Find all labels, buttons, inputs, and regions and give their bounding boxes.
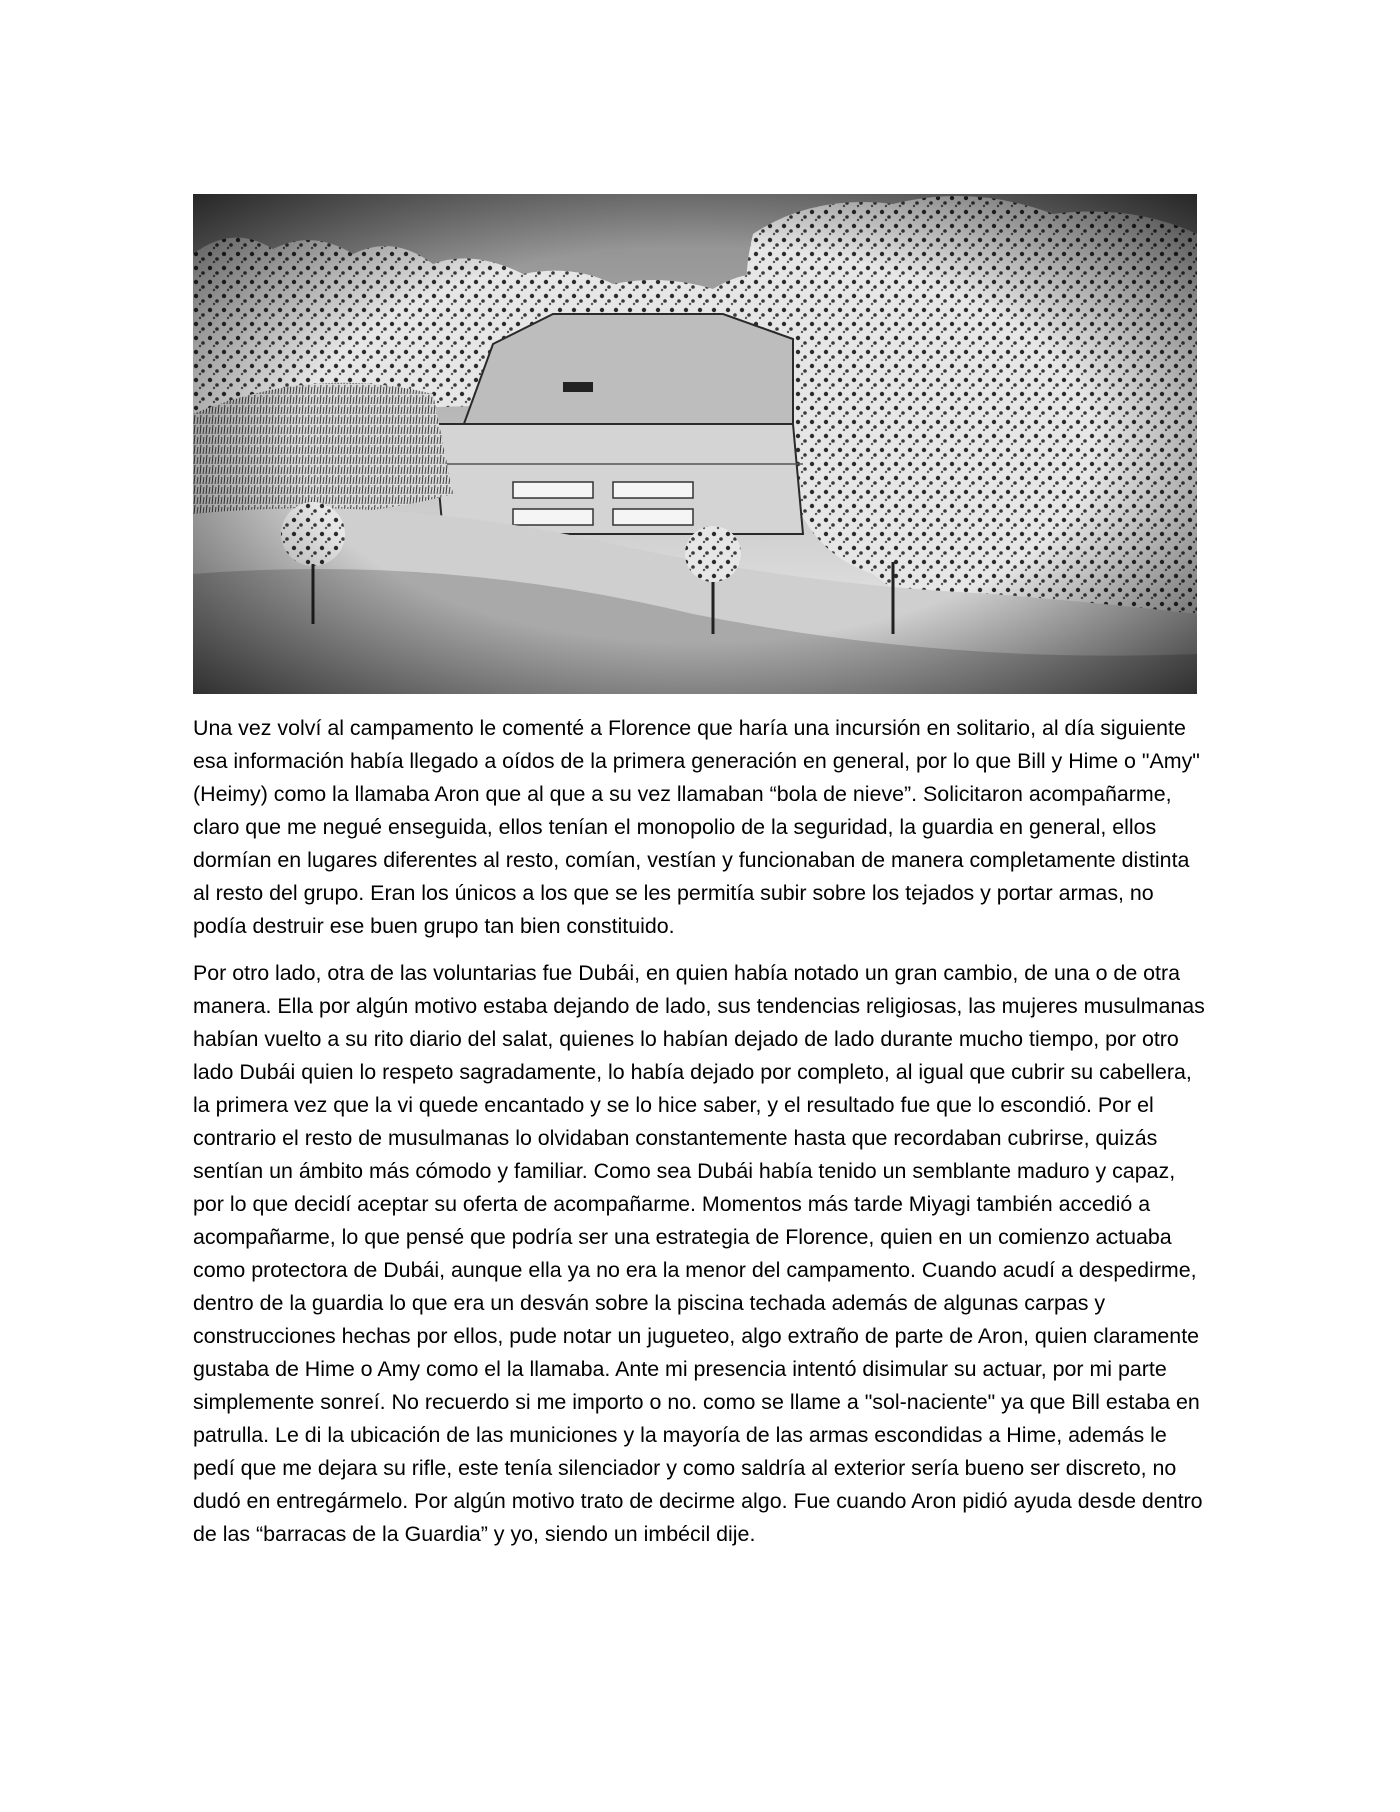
paragraph: Una vez volví al campamento le comenté a Florence que haría una incursión en solitario, al día siguiente esa información había llegado a oídos de la primera generación en general, por lo que Bill y Hime o "Amy" (Heimy) como la llamaba Aron que al que a su vez llamaban “bola de nieve”. Solicitaron acompañarme, claro que me negué enseguida, ellos tenían el monopolio de la seguridad, la guardia en general, ellos dormían en lugares diferentes al resto, comían, vestían y funcionaban de manera completamente distinta al resto del grupo. Eran los únicos a los que se les permitía subir sobre los tejados y portar armas, no podía destruir ese buen grupo tan bien constituido. [193, 716, 1200, 938]
paragraph: Por otro lado, otra de las voluntarias fue Dubái, en quien había notado un gran cambio, de una o de otra manera. Ella por algún motivo estaba dejando de lado, sus tendencias religiosas, las mujeres musulmanas habían vuelto a su rito diario del salat, quienes lo habían dejado de lado durante mucho tiempo, por otro lado Dubái quien lo respeto sagradamente, lo había dejado por completo, al igual que cubrir su cabellera, la primera vez que la vi quede encantado y se lo hice saber, y el resultado fue que lo escondió. Por el contrario el resto de musulmanas lo olvidaban constantemente hasta que recordaban cubrirse, quizás sentían un ámbito más cómodo y familiar. Como sea Dubái había tenido un semblante maduro y capaz, por lo que decidí aceptar su oferta de acompañarme. Momentos más tarde Miyagi también accedió a acompañarme, lo que pensé que podría ser una estrategia de Florence, quien en un comienzo actuaba como protectora de Dubái, aunque ella ya no era la menor del campamento. Cuando acudí a despedirme, dentro de la guardia lo que era un desván sobre la piscina techada además de algunas carpas y construcciones hechas por ellos, pude notar un jugueteo, algo extraño de parte de Aron, quien claramente gustaba de Hime o Amy como el la llamaba. Ante mi presencia intentó disimular su actuar, por mi parte simplemente sonreí. No recuerdo si me importo o no. como se llame a "sol-naciente" ya que Bill estaba en patrulla. Le di la ubicación de las municiones y la mayoría de las armas escondidas a Hime, además le pedí que me dejara su rifle, este tenía silenciador y como saldría al exterior sería bueno ser discreto, no dudó en entregármelo. Por algún motivo trato de decirme algo. Fue cuando Aron pidió ayuda desde dentro de las “barracas de la Guardia” y yo, siendo un imbécil dije. [193, 961, 1205, 1546]
body-text [193, 712, 1205, 1565]
forest-building-photo [193, 194, 1197, 694]
photo-illustration [193, 194, 1197, 694]
